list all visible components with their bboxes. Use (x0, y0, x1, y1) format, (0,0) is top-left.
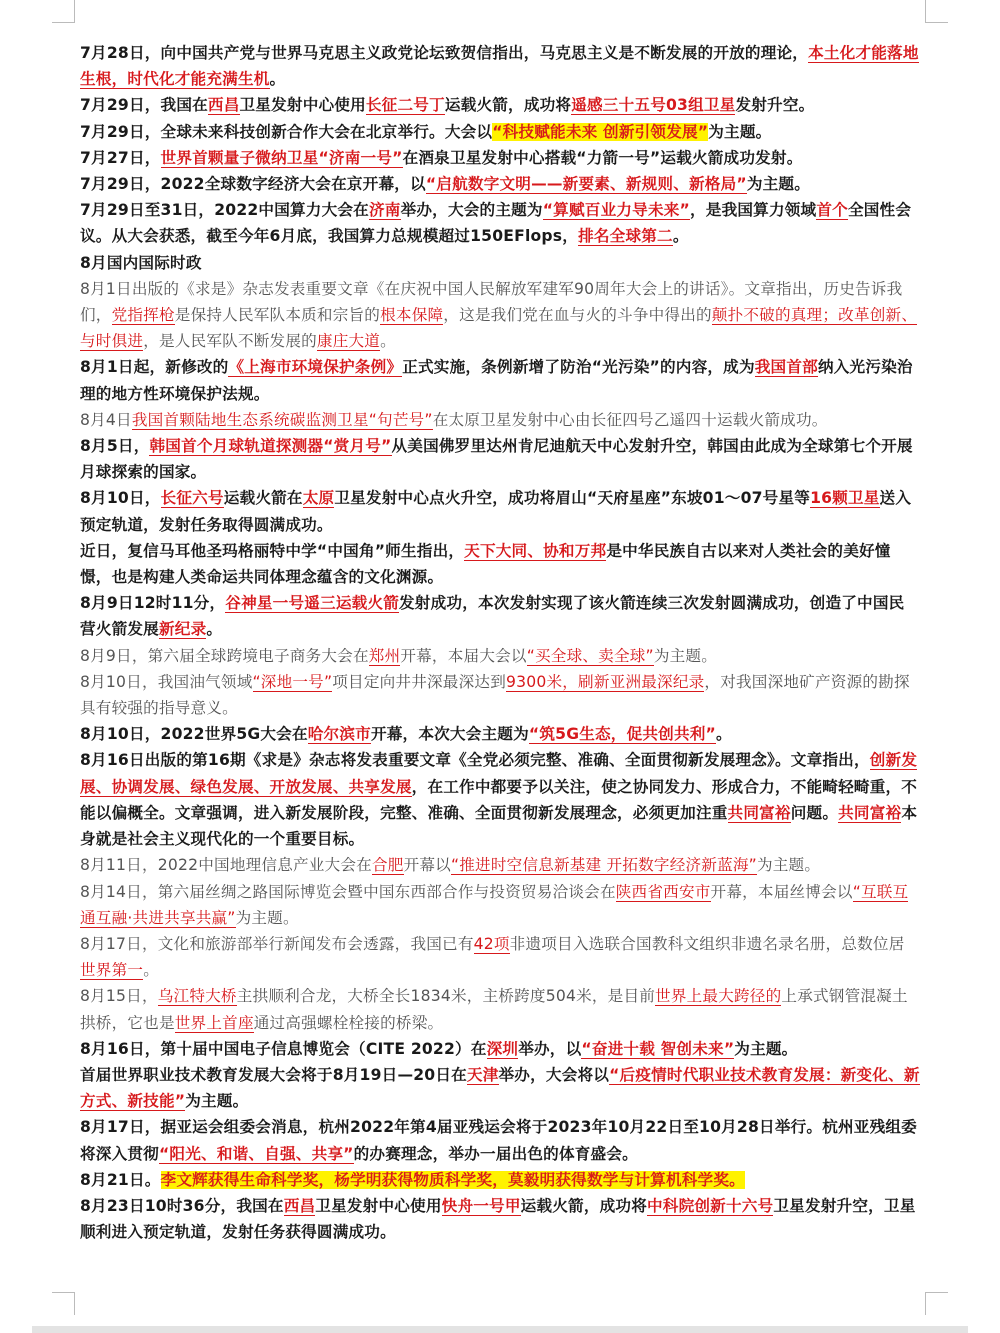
key-phrase: 长征六号 (160, 489, 224, 508)
crop-mark-top-right (925, 0, 948, 23)
text-run: 7月29日，全球未来科技创新合作大会在北京举行。大会以 (80, 122, 493, 141)
news-paragraph (80, 145, 920, 171)
news-paragraph (80, 747, 920, 852)
text-run: 8月16日，第十届中国电子信息博览会（CITE 2022）在 (80, 1039, 487, 1058)
highlighted-text: “科技赋能未来 创新引领发展” (492, 122, 709, 141)
news-paragraph (80, 1167, 920, 1193)
news-paragraph (80, 538, 920, 590)
key-phrase: 西昌 (207, 96, 240, 115)
text-run: 8月16日出版的第16期《求是》杂志将发表重要文章《全党必须完整、准确、全面贯彻新发展理念》。文章指出， (80, 751, 870, 770)
text-run: 8月10日，我国油气领域 (80, 672, 253, 691)
key-phrase: 深圳 (486, 1039, 519, 1058)
text-run: 卫星发射升空，卫星顺利进入预定轨道，发射任务获得圆满成功。 (80, 1196, 916, 1242)
text-run: 在太原卫星发射中心由长征四号乙遥四十运载火箭成功。 (432, 410, 828, 429)
key-phrase: 西昌 (283, 1196, 316, 1215)
page-scroll-edge (32, 1326, 968, 1333)
key-phrase: 新纪录 (158, 620, 207, 639)
news-paragraph (80, 1062, 920, 1114)
text-run: 为主题。 (734, 1039, 798, 1058)
text-run: 7月28日，向中国共产党与世界马克思主义政党论坛致贺信指出，马克思主义是不断发展的开放的理论， (80, 44, 809, 62)
key-phrase: 济南 (368, 201, 401, 220)
key-phrase: 根本保障 (380, 306, 444, 325)
news-paragraph (80, 931, 920, 983)
news-paragraph (80, 1193, 920, 1245)
text-run: ，这是我们党在血与火的斗争中得出的 (443, 306, 712, 325)
key-phrase: “深地一号” (252, 672, 333, 691)
text-run: 8月11日，2022中国地理信息产业大会在 (80, 856, 372, 875)
key-phrase: 快舟一号甲 (441, 1196, 521, 1215)
text-run: 正式实施，条例新增了防治“光污染”的内容，成为 (402, 358, 755, 377)
text-run: 发射升空。 (735, 96, 815, 115)
text-run: 8月10日， (80, 489, 161, 508)
text-run: 送入预定轨道，发射任务取得圆满成功。 (80, 489, 912, 534)
text-run: 在酒泉卫星发射中心搭载“力箭一号”运载火箭成功发射。 (402, 148, 803, 167)
key-phrase: “推进时空信息新基建 开拓数字经济新蓝海” (450, 856, 757, 875)
text-run: ，在工作中都要予以关注，使之协同发力、形成合力，不能畸轻畸重，不能以偏概全。文章强调，进入新发展阶段，完整、准确、全面贯彻新发展理念，必须更加注重 (80, 777, 918, 822)
text-run: 。 (380, 332, 396, 351)
document-body (80, 40, 920, 1245)
text-run: 8月14日，第六届丝绸之路国际博览会暨中国东西部合作与投资贸易洽谈会在 (80, 882, 616, 901)
text-run: 为主题。 (235, 908, 299, 927)
key-phrase: 首个 (816, 201, 848, 220)
text-run: 项目定向井井深最深达到 (332, 672, 506, 691)
text-run: 8月17日，据亚运会组委会消息，杭州2022年第4届亚残运会将于2023年10月22日至10月28日举行。杭州亚残组委将深入贯彻 (80, 1118, 917, 1163)
text-run: 8月国内国际时政 (80, 253, 202, 272)
text-run: 8月17日，文化和旅游部举行新闻发布会透露，我国已有 (80, 934, 474, 953)
text-run: 8月10日，2022世界5G大会在 (80, 725, 308, 744)
key-phrase: 世界首颗量子微纳卫星“济南一号” (160, 148, 403, 167)
news-paragraph (80, 590, 920, 642)
news-paragraph (80, 485, 920, 537)
text-run: 上承式钢管混凝土拱桥，它也是 (80, 987, 908, 1032)
key-phrase: 世界上首座 (174, 1013, 254, 1032)
crop-mark-top-left (52, 0, 75, 23)
text-run: 发射成功，本次发射实现了该火箭连续三次发射圆满成功，创造了中国民营火箭发展 (80, 594, 905, 639)
text-run: 为主题。 (746, 175, 811, 194)
text-run: 首届世界职业技术教育发展大会将于8月19日—20日在 (80, 1065, 467, 1084)
key-phrase: 世界上最大跨径的 (655, 987, 782, 1006)
text-run: 8月1日出版的《求是》杂志发表重要文章《在庆祝中国人民解放军建军90周年大会上的讲话》。文章指出，历史告诉我们， (80, 279, 903, 325)
key-phrase: 中科院创新十六号 (647, 1196, 774, 1215)
news-paragraph (80, 983, 920, 1035)
news-paragraph (80, 92, 920, 118)
key-phrase: 我国首颗陆地生态系统碳监测卫星“句芒号” (131, 410, 433, 429)
key-phrase: 遥感三十五号03组卫星 (571, 96, 736, 115)
key-phrase: 谷神星一号遥三运载火箭 (225, 594, 400, 613)
news-paragraph (80, 354, 920, 406)
key-phrase: “阳光、和谐、自强、共享” (158, 1144, 354, 1163)
crop-mark-bottom-right (925, 1292, 948, 1315)
news-paragraph (80, 721, 920, 747)
text-run: 为主题。 (185, 1092, 249, 1111)
news-paragraph (80, 1036, 920, 1062)
text-run: 为主题。 (756, 856, 821, 875)
key-phrase: 陕西省西安市 (615, 882, 711, 901)
key-phrase: 党指挥枪 (111, 306, 175, 325)
text-run: 开幕，本届大会以 (400, 646, 527, 665)
key-phrase: 乌江特大桥 (157, 987, 237, 1006)
key-phrase: 哈尔滨市 (307, 725, 371, 744)
text-run: 。 (672, 227, 689, 246)
text-run: 是保持人民军队本质和宗旨的 (174, 306, 381, 325)
text-run: 为主题。 (708, 122, 772, 141)
text-run: 运载火箭在 (223, 489, 303, 508)
text-run: 。 (269, 70, 286, 89)
key-phrase: “互联互通互融·共进共享共赢” (80, 882, 909, 927)
key-phrase: 颠扑不破的真理；改革创新、与时俱进 (80, 306, 918, 351)
highlighted-text: 李文辉获得生命科学奖，杨学明获得物质科学奖，莫毅明获得数学与计算机科学奖。 (160, 1170, 745, 1189)
key-phrase: “买全球、卖全球” (526, 646, 654, 665)
text-run: 近日，复信马耳他圣玛格丽特中学“中国角”师生指出， (80, 541, 465, 560)
news-paragraph (80, 197, 920, 249)
text-run: 问题。 (790, 803, 839, 822)
text-run: 卫星发射中心使用 (239, 96, 366, 115)
text-run: 8月9日12时11分， (80, 594, 226, 613)
text-run: 。 (716, 725, 732, 744)
text-run: 8月5日， (80, 437, 150, 456)
text-run: 本身就是社会主义现代化的一个重要目标。 (80, 803, 918, 849)
key-phrase: 42项 (473, 934, 510, 953)
text-run: ，对我国深地矿产资源的勘探具有较强的指导意义。 (80, 672, 910, 718)
text-run: 。 (206, 620, 223, 639)
news-paragraph (80, 171, 920, 197)
news-paragraph (80, 1114, 920, 1166)
text-run: 主拱顺利合龙，大桥全长1834米，主桥跨度504米，是目前 (236, 987, 656, 1006)
text-run: 全国性会议。从大会获悉，截至今年6月底，我国算力总规模超过150EFlops， (80, 201, 912, 246)
text-run: 8月15日， (80, 987, 158, 1006)
key-phrase: 康庄大道 (316, 332, 381, 351)
text-run: 是中华民族自古以来对人类社会的美好憧憬，也是构建人类命运共同体理念蕴含的文化渊源。 (80, 541, 891, 587)
text-run: 纳入光污染治理的地方性环境保护法规。 (80, 358, 913, 403)
key-phrase: “算赋百业力导未来” (542, 201, 690, 220)
text-run: 的办赛理念，举办一届出色的体育盛会。 (353, 1144, 638, 1163)
news-paragraph (80, 879, 920, 931)
news-paragraph (80, 643, 920, 669)
crop-mark-bottom-left (52, 1292, 75, 1315)
key-phrase: 共同富裕 (727, 803, 791, 822)
section-heading (80, 250, 920, 276)
text-run: 7月29日，我国在 (80, 96, 208, 115)
text-run: 卫星发射中心点火升空，成功将眉山“天府星座”东坡01～07号星等 (334, 489, 811, 508)
key-phrase: 天津 (466, 1065, 499, 1084)
text-run: 7月29日至31日，2022中国算力大会在 (80, 201, 369, 220)
key-phrase: 共同富裕 (838, 803, 902, 822)
text-run: 8月4日 (80, 410, 132, 429)
text-run: 8月9日，第六届全球跨境电子商务大会在 (80, 646, 369, 665)
text-run: 8月21日。 (80, 1170, 161, 1189)
key-phrase: 创新发展、协调发展、绿色发展、开放发展、共享发展 (80, 751, 918, 796)
news-paragraph (80, 852, 920, 878)
text-run: 8月1日起，新修改的 (80, 358, 229, 377)
text-run: 卫星发射中心使用 (315, 1196, 442, 1215)
news-paragraph (80, 40, 920, 92)
key-phrase: “奋进十载 智创未来” (581, 1039, 735, 1058)
text-run: ，是人民军队不断发展的 (143, 332, 317, 351)
text-run: 7月27日， (80, 148, 161, 167)
text-run: 7月29日，2022全球数字经济大会在京开幕，以 (80, 175, 426, 194)
text-run: ，是我国算力领域 (689, 201, 817, 220)
news-paragraph (80, 433, 920, 485)
news-paragraph (80, 669, 920, 721)
text-run: 8月23日10时36分，我国在 (80, 1196, 284, 1215)
key-phrase: “筑5G生态，促共创共利” (528, 725, 716, 744)
key-phrase: 太原 (302, 489, 335, 508)
news-paragraph (80, 119, 920, 145)
key-phrase: 我国首部 (754, 358, 818, 377)
text-run: 开幕以 (403, 856, 451, 875)
text-run: 。 (143, 961, 159, 980)
key-phrase: 本土化才能落地生根，时代化才能充满生机 (80, 44, 919, 89)
key-phrase: “后疫情时代职业技术教育发展：新变化、新方式、新技能” (80, 1065, 920, 1111)
key-phrase: 郑州 (368, 646, 401, 665)
key-phrase: “启航数字文明——新要素、新规则、新格局” (425, 175, 747, 194)
key-phrase: 排名全球第二 (578, 227, 673, 246)
key-phrase: 天下大同、协和万邦 (464, 541, 607, 560)
key-phrase: 合肥 (371, 856, 404, 875)
text-run: 举办，大会将以 (498, 1065, 610, 1084)
key-phrase: 9300米，刷新亚洲最深纪录 (505, 672, 705, 691)
text-run: 举办，以 (518, 1039, 582, 1058)
text-run: 运载火箭，成功将 (444, 96, 572, 115)
key-phrase: 长征二号丁 (365, 96, 445, 115)
key-phrase: 韩国首个月球轨道探测器“赏月号” (149, 437, 392, 456)
news-paragraph (80, 407, 920, 433)
text-run: 开幕，本次大会主题为 (370, 725, 529, 744)
text-run: 非遗项目入选联合国教科文组织非遗名录名册，总数位居 (509, 934, 905, 953)
text-run: 举办，大会的主题为 (400, 201, 543, 220)
text-run: 通过高强螺栓栓接的桥梁。 (253, 1013, 444, 1032)
text-run: 从美国佛罗里达州肯尼迪航天中心发射升空，韩国由此成为全球第七个开展月球探索的国家。 (80, 437, 913, 482)
text-run: 运载火箭，成功将 (520, 1196, 647, 1215)
news-paragraph (80, 276, 920, 355)
text-run: 开幕，本届丝博会以 (710, 882, 853, 901)
text-run: 为主题。 (653, 646, 718, 665)
key-phrase: 《上海市环境保护条例》 (228, 358, 403, 377)
key-phrase: 世界第一 (80, 961, 144, 980)
key-phrase: 16颗卫星 (810, 489, 880, 508)
